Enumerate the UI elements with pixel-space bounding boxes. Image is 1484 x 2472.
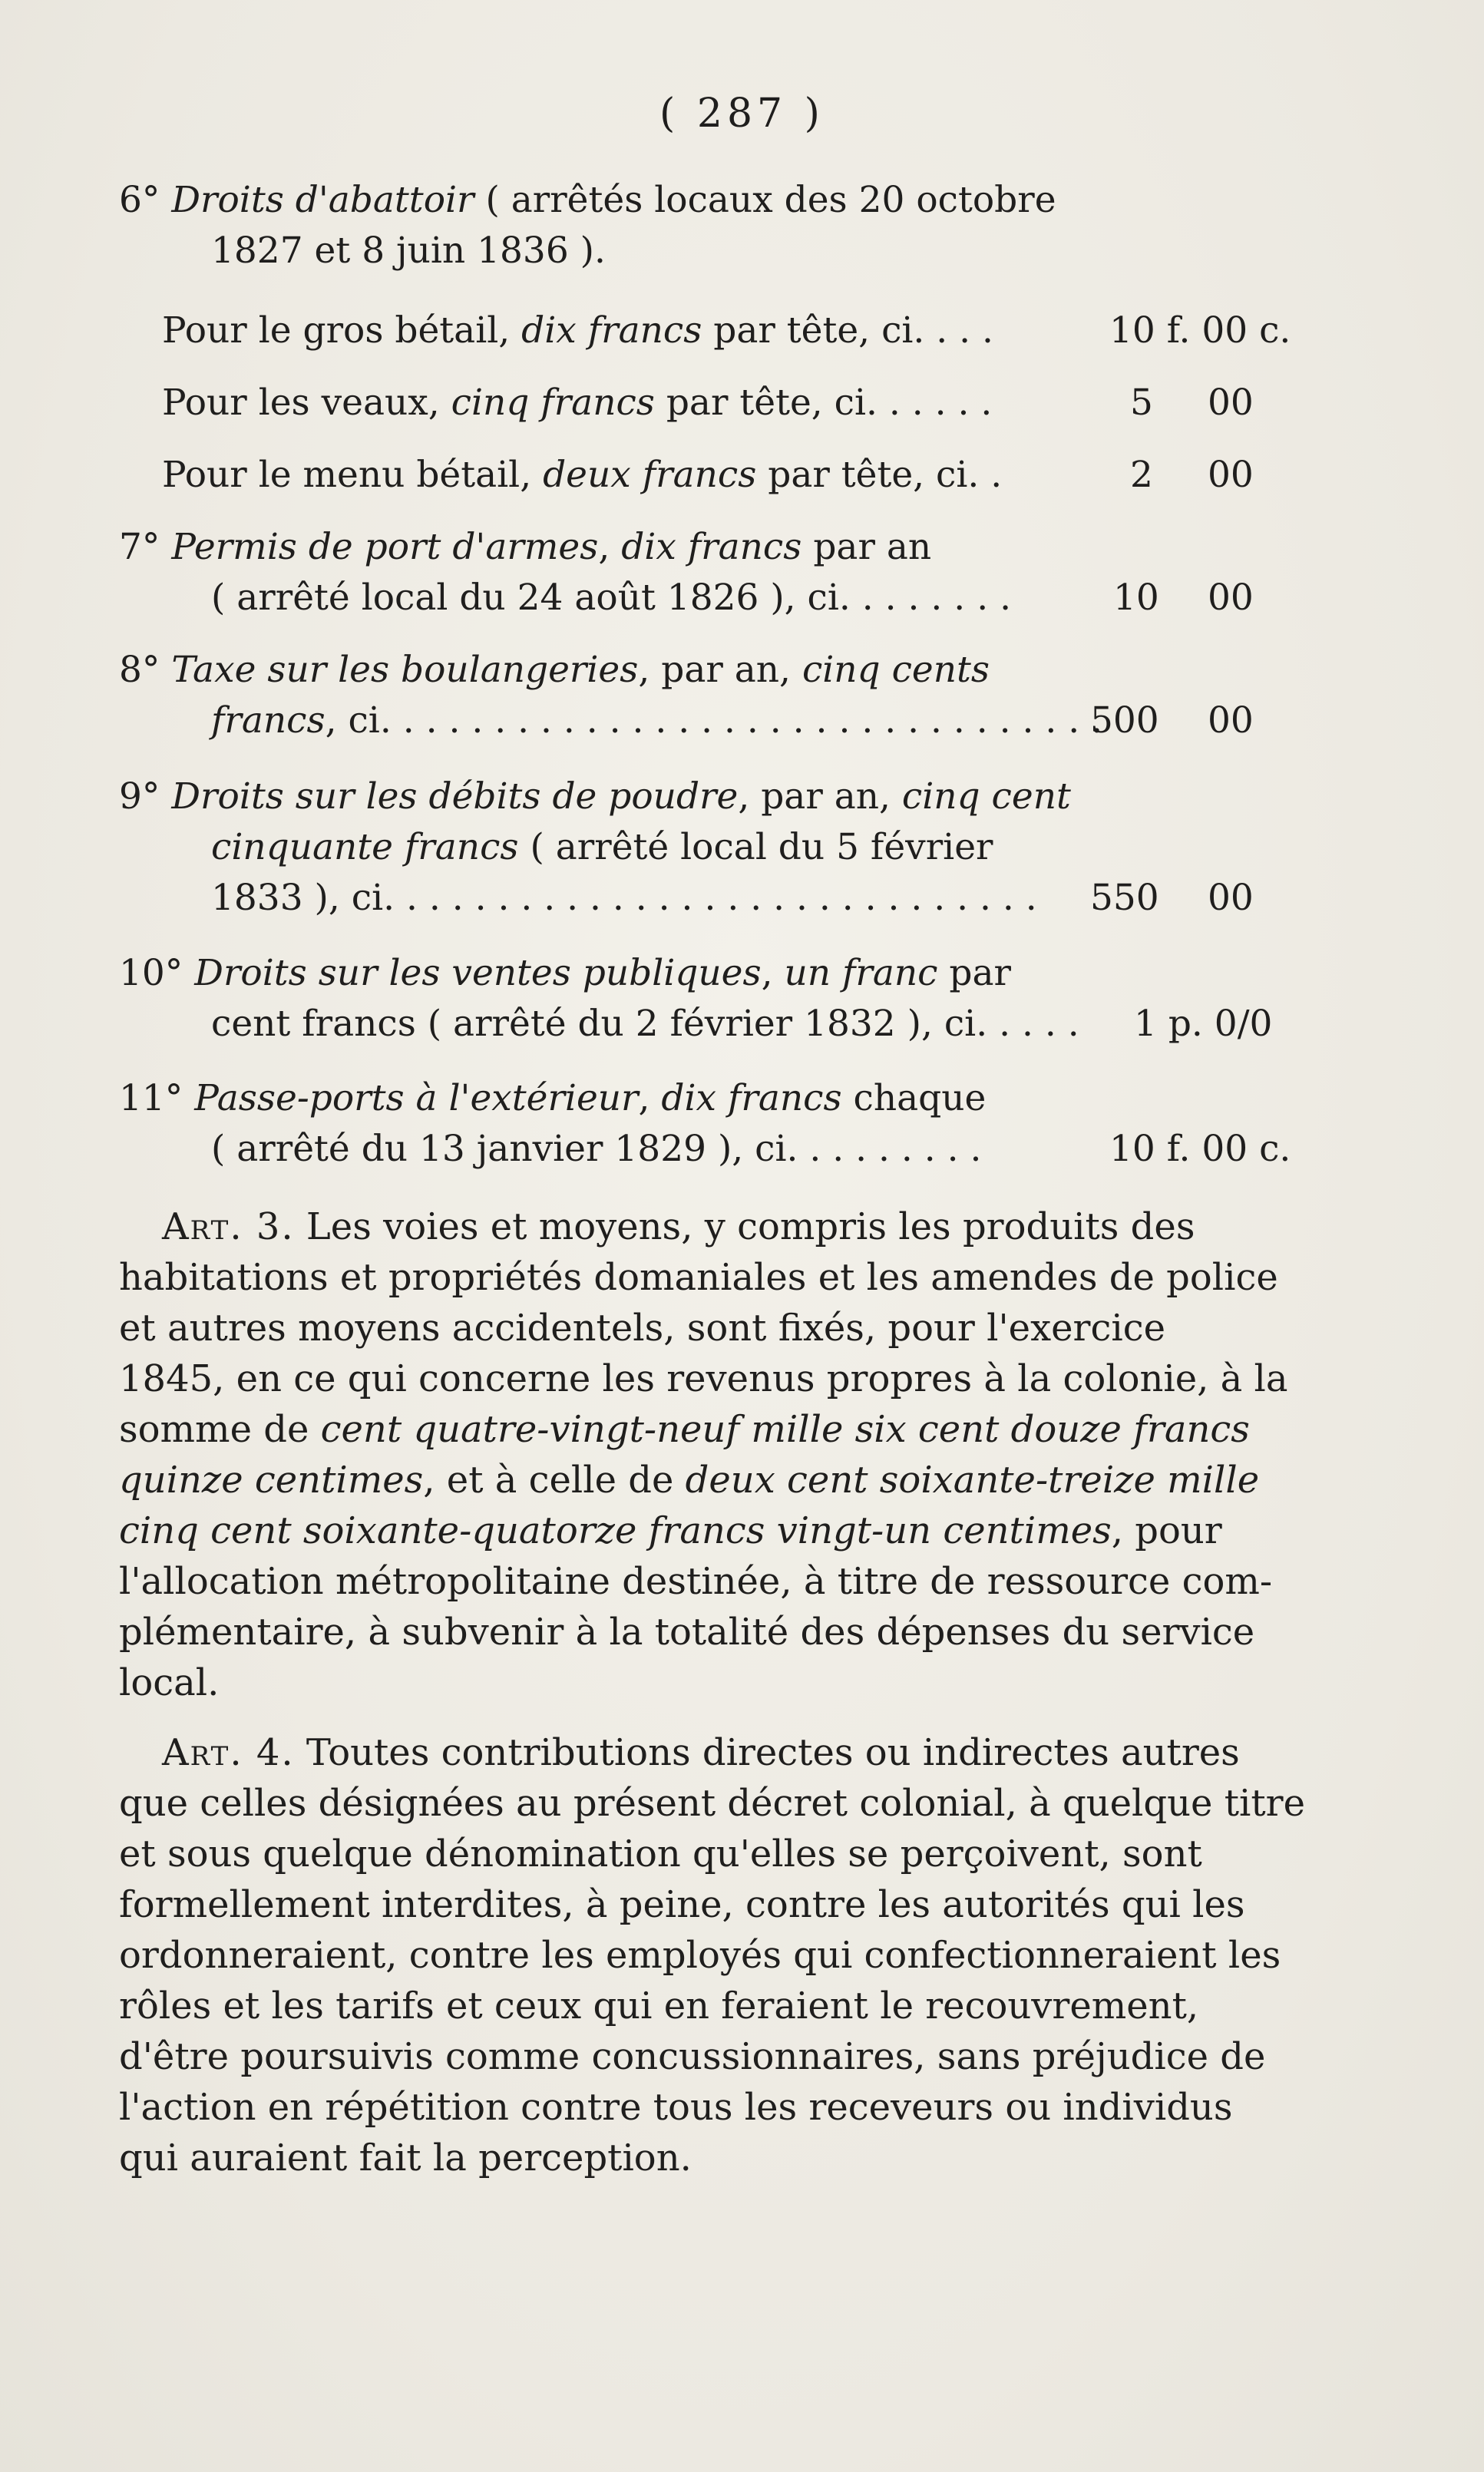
- item-amount-cents: 00: [1208, 877, 1254, 919]
- tariff-subitem-veaux: [119, 378, 1305, 428]
- text-line: [119, 1353, 1305, 1404]
- item-amount-cents: 00: [1208, 382, 1254, 424]
- item-title: Droits d'abattoir: [171, 179, 474, 221]
- item-text: Pour les veaux,: [162, 382, 451, 424]
- item-amount-cents: 00: [1208, 577, 1254, 619]
- tariff-item-7: [119, 522, 1305, 623]
- item-number: 9°: [119, 775, 160, 818]
- item-amount-francs: 10: [1113, 577, 1159, 619]
- text-line: [119, 696, 1305, 746]
- tariff-item-11: [119, 1073, 1305, 1175]
- item-number: 6°: [119, 179, 160, 221]
- item-rate: cinq cent: [901, 775, 1071, 818]
- item-amount-francs: 500: [1090, 699, 1159, 742]
- paragraph-amount: cent quatre-vingt-neuf mille six cent douze francs: [320, 1408, 1250, 1451]
- paragraph-text: et autres moyens accidentels, sont fixés, pour l'exercice: [119, 1307, 1166, 1350]
- item-number: 11°: [119, 1077, 183, 1119]
- text-line: [119, 1879, 1305, 1930]
- item-title: Passe-ports à l'extérieur: [194, 1077, 639, 1119]
- item-text: cent francs ( arrêté du 2 février 1832 ), ci. . . . .: [211, 1003, 1079, 1045]
- item-amount-cents: 00: [1208, 699, 1254, 742]
- text-line: [119, 2133, 1305, 2183]
- text-line: [119, 450, 1305, 501]
- item-text: ( arrêté local du 5 février: [518, 826, 993, 868]
- item-amount-francs: 2: [1130, 454, 1153, 496]
- item-number: 8°: [119, 649, 160, 691]
- tariff-subitem-menu-betail: [119, 450, 1305, 501]
- text-line: [119, 2031, 1305, 2082]
- item-amount-cents: 00: [1208, 454, 1254, 496]
- text-line: [119, 2082, 1305, 2133]
- text-line: [119, 1455, 1305, 1505]
- item-text: Pour le gros bétail,: [162, 309, 522, 352]
- item-amount-francs: 5: [1130, 382, 1153, 424]
- paragraph-amount: quinze centimes: [119, 1459, 424, 1502]
- tariff-item-8: [119, 645, 1305, 746]
- text-line: [119, 1303, 1305, 1353]
- paragraph-text: somme de: [119, 1408, 321, 1451]
- tariff-item-9: [119, 772, 1305, 924]
- item-text: chaque: [841, 1077, 987, 1119]
- item-text: ( arrêtés locaux des 20 octobre: [474, 179, 1056, 221]
- item-text: par tête, ci. . . . . .: [654, 382, 993, 424]
- text-line: [119, 522, 1305, 573]
- text-line: [119, 1556, 1305, 1607]
- item-text: 1827 et 8 juin 1836 ).: [211, 230, 606, 272]
- item-title: Taxe sur les boulangeries: [171, 649, 639, 691]
- item-amount-francs: 550: [1090, 877, 1159, 919]
- item-rate: dix francs: [661, 1077, 842, 1119]
- item-text: par: [937, 952, 1011, 994]
- item-title: Droits sur les débits de poudre: [171, 775, 739, 818]
- text-line: [119, 1404, 1305, 1455]
- item-rate: dix francs: [621, 526, 802, 568]
- text-line: [119, 822, 1305, 873]
- tariff-subitem-gros-betail: [119, 306, 1305, 356]
- paragraph-text: Les voies et moyens, y compris les produits des: [294, 1205, 1195, 1248]
- item-title: Droits sur les ventes publiques: [194, 952, 762, 994]
- paragraph-text: et sous quelque dénomination qu'elles se perçoivent, sont: [119, 1833, 1202, 1875]
- text-line: [119, 1657, 1305, 1708]
- text-line: [119, 1505, 1305, 1556]
- paragraph-text: plémentaire, à subvenir à la totalité des dépenses du service: [119, 1611, 1255, 1654]
- text-line: [119, 378, 1305, 428]
- item-text: par an: [801, 526, 932, 568]
- item-amount: 10 f. 00 c.: [1109, 1128, 1291, 1170]
- text-line: [119, 1073, 1305, 1124]
- text-line: [119, 645, 1305, 696]
- paragraph-text: formellement interdites, à peine, contre les autorités qui les: [119, 1883, 1245, 1926]
- text-line: [119, 175, 1305, 226]
- article-label: Art. 4.: [162, 1731, 295, 1774]
- item-rate: cinq cents: [801, 649, 990, 691]
- text-line: [119, 1252, 1305, 1303]
- item-number: 10°: [119, 952, 183, 994]
- text-line: [119, 1829, 1305, 1879]
- text-line: [119, 306, 1305, 356]
- page-number: ( 287 ): [659, 91, 825, 137]
- text-line: [119, 948, 1305, 999]
- item-text: ,: [598, 526, 622, 568]
- item-title: Permis de port d'armes: [171, 526, 599, 568]
- item-text: , par an,: [638, 649, 802, 691]
- item-text: par tête, ci. . . .: [702, 309, 993, 352]
- article-3-paragraph: [119, 1201, 1305, 1708]
- paragraph-text: l'action en répétition contre tous les receveurs ou individus: [119, 2086, 1233, 2129]
- item-rate: deux francs: [543, 454, 757, 496]
- text-line: [119, 1201, 1305, 1252]
- item-text: ( arrêté du 13 janvier 1829 ), ci. . . . . . . . .: [211, 1128, 982, 1170]
- paragraph-text: rôles et les tarifs et ceux qui en feraient le recouvrement,: [119, 1985, 1199, 2028]
- item-text: Pour le menu bétail,: [162, 454, 544, 496]
- text-line: [119, 1607, 1305, 1657]
- text-line: [119, 573, 1305, 623]
- item-rate: un franc: [784, 952, 938, 994]
- article-label: Art. 3.: [162, 1205, 295, 1248]
- paragraph-text: , pour: [1111, 1509, 1222, 1552]
- item-amount: 1 p. 0/0: [1134, 1003, 1273, 1045]
- text-line: [119, 772, 1305, 822]
- text-line: [119, 226, 1305, 276]
- text-line: [119, 873, 1305, 924]
- item-text: ( arrêté local du 24 août 1826 ), ci. . . . . . . .: [211, 577, 1012, 619]
- text-line: [119, 999, 1305, 1049]
- paragraph-text: d'être poursuivis comme concussionnaires, sans préjudice de: [119, 2035, 1266, 2078]
- paragraph-text: qui auraient fait la perception.: [119, 2137, 692, 2180]
- item-text: , ci. . . . . . . . . . . . . . . . . . . . . . . . . . . . . . . .: [325, 699, 1103, 742]
- paragraph-text: , et à celle de: [423, 1459, 686, 1502]
- item-text: 1833 ), ci. . . . . . . . . . . . . . . . . . . . . . . . . . . . .: [211, 877, 1037, 919]
- text-line: [119, 1727, 1305, 1778]
- item-rate: cinquante francs: [211, 826, 519, 868]
- tariff-item-6: [119, 175, 1305, 276]
- paragraph-text: l'allocation métropolitaine destinée, à titre de ressource com-: [119, 1560, 1273, 1603]
- paragraph-text: Toutes contributions directes ou indirectes autres: [294, 1731, 1240, 1774]
- text-line: [119, 1124, 1305, 1175]
- item-rate: dix francs: [521, 309, 702, 352]
- item-text: par tête, ci. .: [756, 454, 1003, 496]
- item-text: ,: [638, 1077, 662, 1119]
- item-number: 7°: [119, 526, 160, 568]
- paragraph-text: local.: [119, 1661, 220, 1704]
- paragraph-text: ordonneraient, contre les employés qui confectionneraient les: [119, 1934, 1281, 1977]
- article-4-paragraph: [119, 1727, 1305, 2183]
- paragraph-amount: cinq cent soixante-quatorze francs vingt-un centimes: [119, 1509, 1112, 1552]
- item-text: ,: [761, 952, 785, 994]
- paragraph-text: 1845, en ce qui concerne les revenus propres à la colonie, à la: [119, 1357, 1288, 1400]
- text-line: [119, 1930, 1305, 1981]
- text-line: [119, 1981, 1305, 2031]
- item-rate: francs: [211, 699, 326, 742]
- paragraph-text: habitations et propriétés domaniales et les amendes de police: [119, 1256, 1278, 1299]
- item-amount: 10 f. 00 c.: [1109, 309, 1291, 352]
- paragraph-text: que celles désignées au présent décret colonial, à quelque titre: [119, 1782, 1305, 1825]
- text-line: [119, 1778, 1305, 1829]
- item-rate: cinq francs: [451, 382, 655, 424]
- paragraph-amount: deux cent soixante-treize mille: [685, 1459, 1260, 1502]
- tariff-item-10: [119, 948, 1305, 1049]
- item-text: , par an,: [738, 775, 902, 818]
